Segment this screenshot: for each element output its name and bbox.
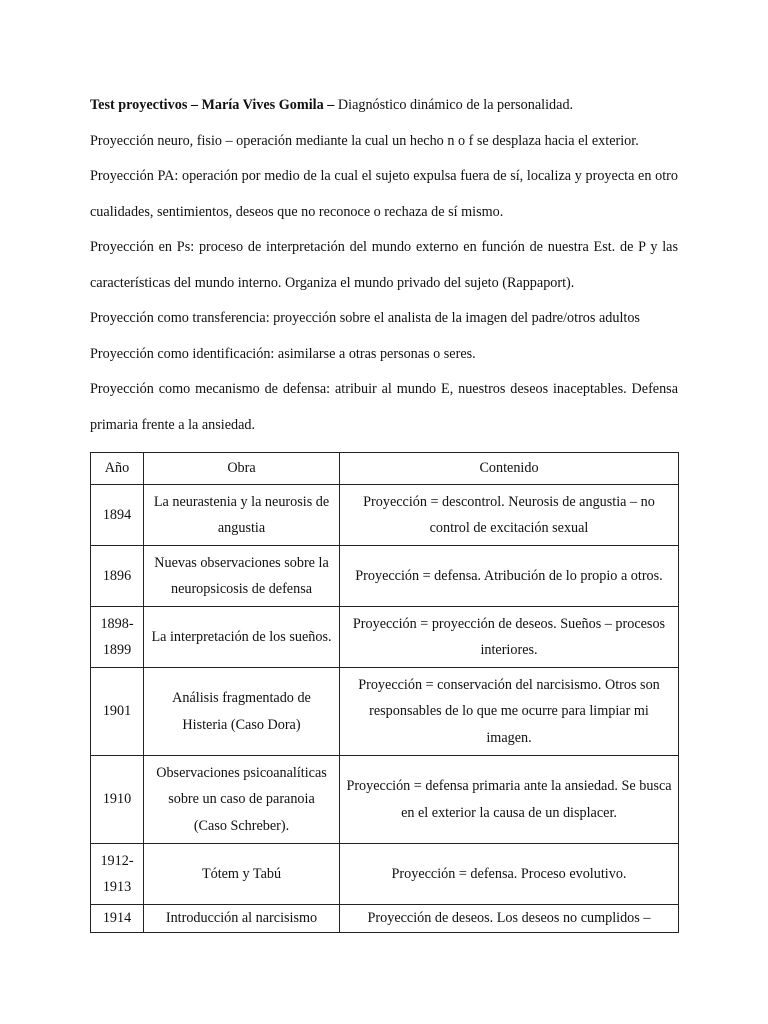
cell-work: Nuevas observaciones sobre la neuropsicosis de defensa (144, 546, 340, 607)
cell-content: Proyección = defensa primaria ante la ansiedad. Se busca en el exterior la causa de un displacer. (340, 756, 679, 844)
paragraph-projection-neuro: Proyección neuro, fisio – operación mediante la cual un hecho n o f se desplaza hacia el exterior. (90, 132, 639, 149)
cell-work: La interpretación de los sueños. (144, 607, 340, 668)
header-work: Obra (144, 453, 340, 485)
table-row (91, 546, 679, 607)
table-row (91, 485, 679, 546)
cell-year: 1898-1899 (91, 607, 144, 668)
paragraph-projection-identification: Proyección como identificación: asimilarse a otras personas o seres. (90, 345, 476, 362)
cell-year: 1912-1913 (91, 844, 144, 905)
cell-year: 1914 (91, 905, 144, 933)
title-subtitle: Diagnóstico dinámico de la personalidad. (334, 97, 574, 113)
header-content: Contenido (340, 453, 679, 485)
cell-year: 1894 (91, 485, 144, 546)
table-row (91, 756, 679, 844)
cell-content: Proyección = conservación del narcisismo. Otros son responsables de lo que me ocurre para limpiar mi imagen. (340, 668, 679, 756)
cell-year: 1910 (91, 756, 144, 844)
cell-content: Proyección = descontrol. Neurosis de angustia – no control de excitación sexual (340, 485, 679, 546)
table-row (91, 844, 679, 905)
table-header-row (91, 453, 679, 485)
cell-work: Introducción al narcisismo (144, 905, 340, 933)
header-year: Año (91, 453, 144, 485)
cell-content: Proyección = defensa. Proceso evolutivo. (340, 844, 679, 905)
freud-works-table (90, 452, 679, 933)
document-page (90, 88, 678, 933)
cell-work: Análisis fragmentado de Histeria (Caso Dora) (144, 668, 340, 756)
table-row (91, 668, 679, 756)
cell-work: Observaciones psicoanalíticas sobre un caso de paranoia (Caso Schreber). (144, 756, 340, 844)
paragraph-projection-transference: Proyección como transferencia: proyección sobre el analista de la imagen del padre/otros adultos (90, 310, 640, 326)
cell-year: 1896 (91, 546, 144, 607)
paragraph-projection-defense: Proyección como mecanismo de defensa: atribuir al mundo E, nuestros deseos inaceptables. Defensa primaria frente a la ansiedad. (90, 381, 678, 433)
cell-content: Proyección = defensa. Atribución de lo propio a otros. (340, 546, 679, 607)
paragraph-projection-ps: Proyección en Ps: proceso de interpretación del mundo externo en función de nuestra Est. de P y las características del mundo interno. Organiza el mundo privado del sujeto (Rappaport). (90, 239, 678, 291)
paragraph-projection-pa: Proyección PA: operación por medio de la cual el sujeto expulsa fuera de sí, localiza y proyecta en otro cualidades, sentimientos, deseos que no reconoce o rechaza de sí mismo. (90, 168, 678, 220)
table-row (91, 607, 679, 668)
document-title (90, 88, 678, 124)
cell-work: Tótem y Tabú (144, 844, 340, 905)
cell-year: 1901 (91, 668, 144, 756)
cell-content: Proyección de deseos. Los deseos no cumplidos – (340, 905, 679, 933)
table-row (91, 905, 679, 933)
cell-content: Proyección = proyección de deseos. Sueños – procesos interiores. (340, 607, 679, 668)
cell-work: La neurastenia y la neurosis de angustia (144, 485, 340, 546)
title-bold: Test proyectivos – María Vives Gomila – (90, 97, 335, 113)
